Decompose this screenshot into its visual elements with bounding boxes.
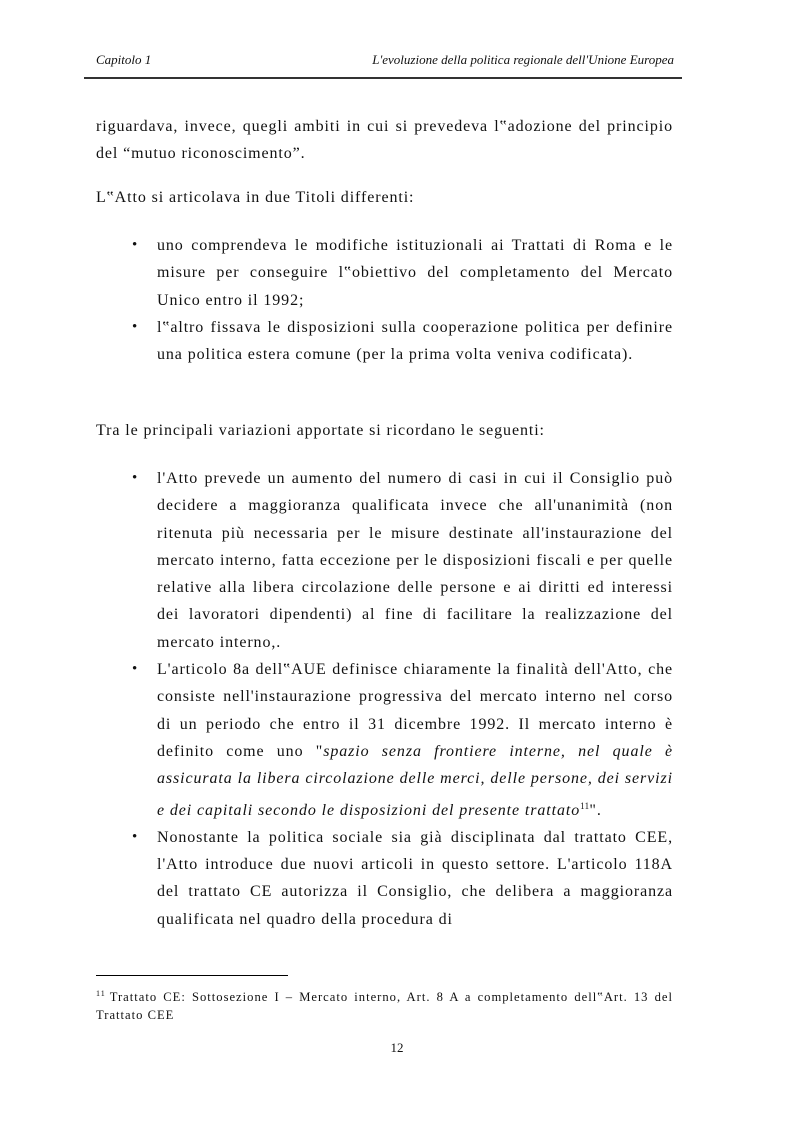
page-number: 12 (390, 1040, 404, 1055)
list-item-text-end: ". (589, 801, 602, 819)
quoted-definition: spazio senza frontiere interne, nel quale è assicurata la libera circolazione delle merci, delle persone, dei servizi e dei capitali secondo le disposizioni del presente trattato (157, 742, 673, 819)
list-item-text: l'Atto prevede un aumento del numero di casi in cui il Consiglio può decidere a maggioranza qualificata invece che all'unanimità (non ritenuta più necessaria per le misure destinate all'instaurazione del mercato interno, fatta eccezione per le disposizioni fiscali e per quelle relative alla libera circolazione delle persone e ai diritti ed interessi dei lavoratori dipendenti) al fine di facilitare la realizzazione del mercato interno,. (157, 470, 673, 651)
bullet-icon: • (132, 828, 139, 845)
header-divider (84, 77, 682, 79)
bullet-list-titles (96, 232, 673, 368)
list-item-text: L'articolo 8a dell‟AUE definisce chiaramente la finalità dell'Atto, che consiste nell'instaurazione progressiva del mercato interno nel corso di un periodo che entro il 31 dicembre 1992. Il mercato interno è definito come uno " (157, 661, 673, 760)
bullet-icon: • (132, 470, 139, 486)
chapter-title: L'evoluzione della politica regionale dell'Unione Europea (372, 52, 674, 67)
bullet-icon: • (132, 661, 139, 678)
list-item (96, 465, 673, 656)
list-item-text: l‟altro fissava le disposizioni sulla cooperazione politica per definire una politica estera comune (per la prima volta veniva codificata). (157, 318, 673, 364)
paragraph-variations (96, 417, 673, 444)
footnote (96, 985, 673, 1024)
paragraph-text: L‟Atto si articolava in due Titoli differenti: (96, 189, 415, 206)
list-item (96, 232, 673, 314)
list-item (96, 314, 673, 369)
footnote-reference[interactable]: 11 (580, 800, 590, 811)
bullet-icon: • (132, 318, 139, 335)
chapter-label: Capitolo 1 (96, 52, 152, 67)
paragraph-titles (96, 184, 673, 211)
list-item (96, 824, 673, 933)
footnote-number: 11 (96, 989, 106, 998)
paragraph-text: riguardava, invece, quegli ambiti in cui si prevedeva l‟adozione del principio del “mutuo riconoscimento”. (96, 118, 673, 162)
footnote-text: Trattato CE: Sottosezione I – Mercato interno, Art. 8 A a completamento dell‟Art. 13 del Trattato CEE (96, 990, 673, 1022)
footnote-divider (96, 975, 288, 976)
paragraph-text: Tra le principali variazioni apportate si ricordano le seguenti: (96, 422, 545, 439)
running-header (96, 50, 674, 72)
bullet-icon: • (132, 237, 139, 253)
list-item-text: Nonostante la politica sociale sia già disciplinata dal trattato CEE, l'Atto introduce due nuovi articoli in questo settore. L'articolo 118A del trattato CE autorizza il Consiglio, che delibera a maggioranza qualificata nel quadro della procedura di (157, 828, 673, 928)
list-item (96, 656, 673, 824)
paragraph-intro (96, 113, 673, 167)
list-item-text: uno comprendeva le modifiche istituzionali ai Trattati di Roma e le misure per conseguire l‟obiettivo del completamento del Mercato Unico entro il 1992; (157, 237, 673, 309)
bullet-list-variations (96, 465, 673, 933)
